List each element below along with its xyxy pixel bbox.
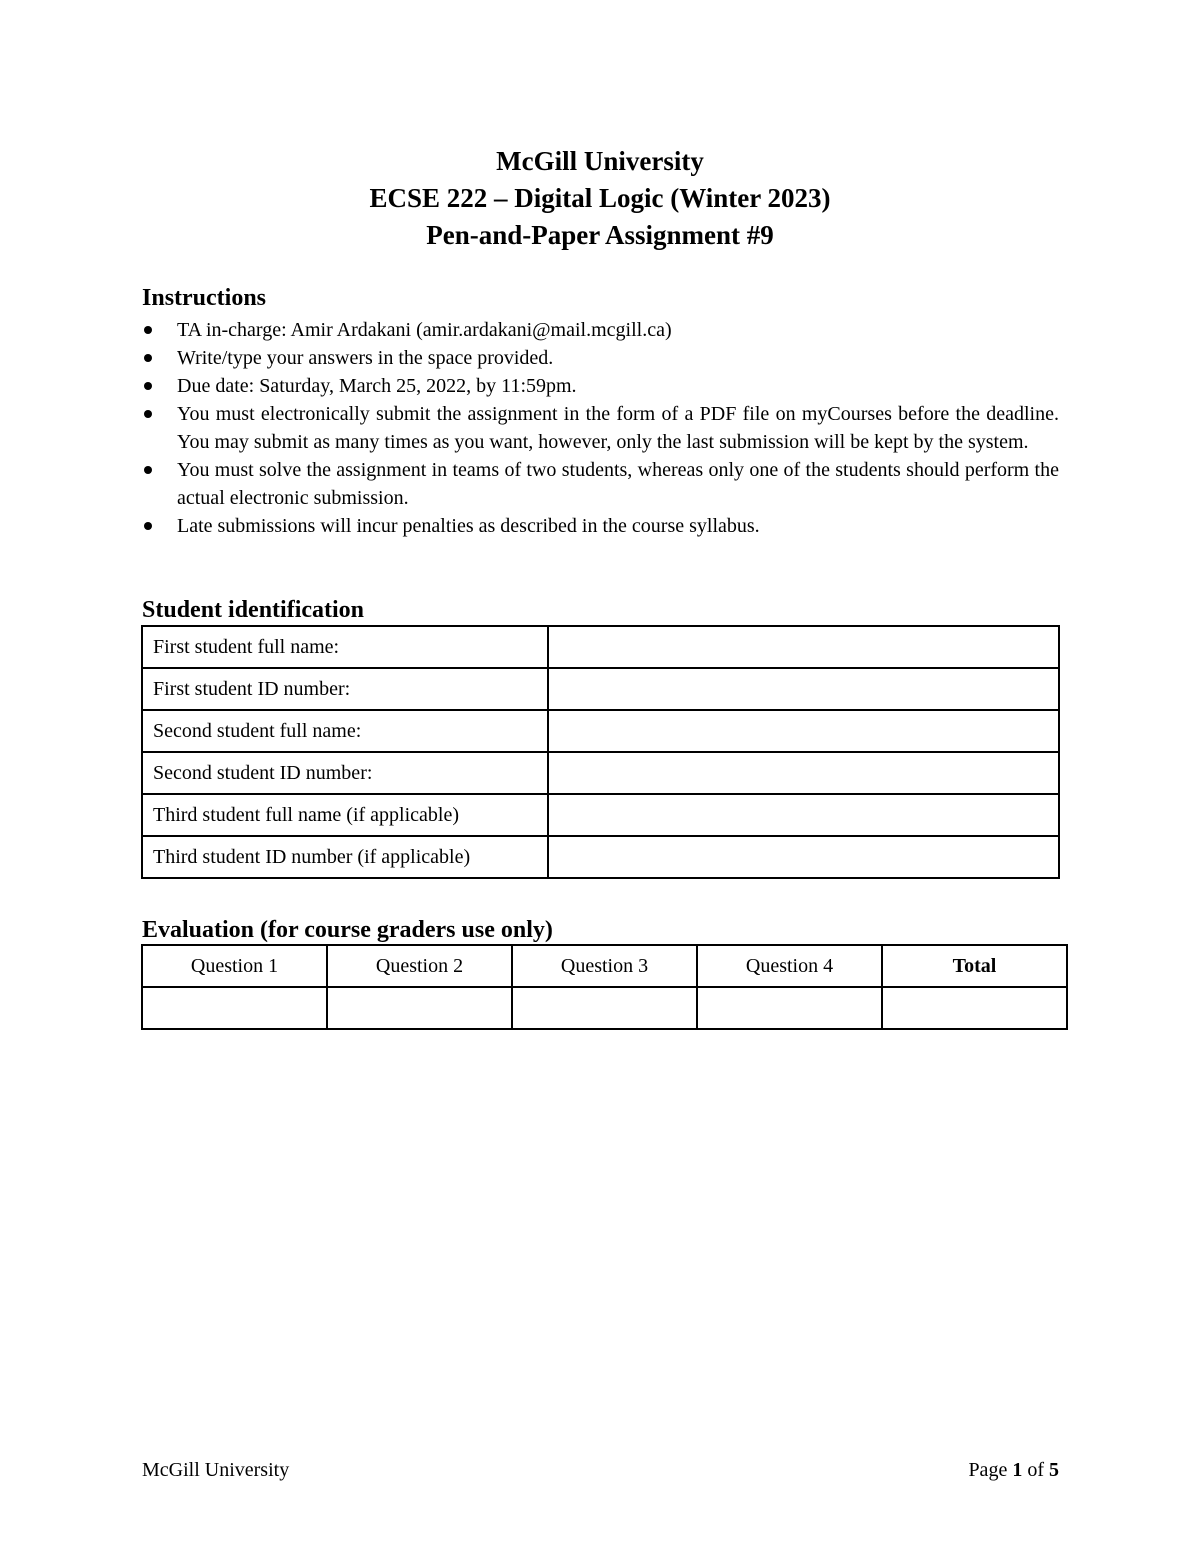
- row-label: First student full name:: [142, 626, 548, 668]
- list-item: [142, 456, 1059, 512]
- answer-field-third-name[interactable]: [548, 794, 1059, 836]
- answer-field-first-id[interactable]: [548, 668, 1059, 710]
- table-row: [142, 710, 1059, 752]
- score-cell-total[interactable]: [882, 987, 1067, 1029]
- table-row: [142, 752, 1059, 794]
- table-row: [142, 668, 1059, 710]
- assignment-title: Pen-and-Paper Assignment #9: [426, 220, 774, 250]
- student-identification-heading: Student identification: [142, 597, 365, 623]
- evaluation-table: [141, 944, 1068, 1030]
- column-header-question-1: Question 1: [142, 945, 327, 987]
- evaluation-heading: Evaluation (for course graders use only): [142, 917, 553, 943]
- table-row: [142, 836, 1059, 878]
- bullet-icon: [144, 326, 152, 334]
- list-item: [142, 512, 1059, 540]
- list-item: [142, 344, 1059, 372]
- university-title: McGill University: [496, 146, 704, 176]
- bullet-icon: [144, 466, 152, 474]
- row-label: Third student ID number (if applicable): [142, 836, 548, 878]
- page-word: Page: [968, 1459, 1008, 1481]
- student-identification-table: [141, 625, 1060, 879]
- table-header-row: [142, 945, 1067, 987]
- score-cell-question-4[interactable]: [697, 987, 882, 1029]
- list-item: [142, 372, 1059, 400]
- instruction-text: You must solve the assignment in teams of two students, whereas only one of the students should perform the actual electronic submission.: [177, 459, 1059, 509]
- instruction-text: TA in-charge: Amir Ardakani (amir.ardakani@mail.mcgill.ca): [177, 319, 672, 341]
- list-item: [142, 400, 1059, 456]
- table-row: [142, 987, 1067, 1029]
- course-title: ECSE 222 – Digital Logic (Winter 2023): [369, 183, 831, 213]
- list-item: [142, 316, 1059, 344]
- instructions-list: [142, 316, 1059, 540]
- column-header-question-2: Question 2: [327, 945, 512, 987]
- column-header-total: Total: [882, 945, 1067, 987]
- footer-university: McGill University: [142, 1459, 290, 1481]
- instruction-text: Late submissions will incur penalties as described in the course syllabus.: [177, 515, 760, 537]
- page-current: 1: [1012, 1459, 1023, 1481]
- answer-field-second-name[interactable]: [548, 710, 1059, 752]
- instruction-text: Due date: Saturday, March 25, 2022, by 11:59pm.: [177, 375, 577, 397]
- row-label: First student ID number:: [142, 668, 548, 710]
- instruction-text: Write/type your answers in the space provided.: [177, 347, 554, 369]
- row-label: Second student ID number:: [142, 752, 548, 794]
- bullet-icon: [144, 382, 152, 390]
- answer-field-second-id[interactable]: [548, 752, 1059, 794]
- score-cell-question-1[interactable]: [142, 987, 327, 1029]
- score-cell-question-2[interactable]: [327, 987, 512, 1029]
- table-row: [142, 626, 1059, 668]
- bullet-icon: [144, 410, 152, 418]
- title-block: [0, 143, 1200, 254]
- row-label: Second student full name:: [142, 710, 548, 752]
- instructions-heading: Instructions: [142, 285, 267, 311]
- bullet-icon: [144, 522, 152, 530]
- table-row: [142, 794, 1059, 836]
- instruction-text: You must electronically submit the assignment in the form of a PDF file on myCourses before the deadline. You may submit as many times as you want, however, only the last submission will be kept by the system.: [177, 403, 1059, 453]
- page-number: [968, 1456, 1059, 1484]
- page-of-word: of: [1027, 1459, 1044, 1481]
- column-header-question-4: Question 4: [697, 945, 882, 987]
- column-header-question-3: Question 3: [512, 945, 697, 987]
- answer-field-first-name[interactable]: [548, 626, 1059, 668]
- row-label: Third student full name (if applicable): [142, 794, 548, 836]
- bullet-icon: [144, 354, 152, 362]
- answer-field-third-id[interactable]: [548, 836, 1059, 878]
- score-cell-question-3[interactable]: [512, 987, 697, 1029]
- page-total: 5: [1049, 1459, 1059, 1481]
